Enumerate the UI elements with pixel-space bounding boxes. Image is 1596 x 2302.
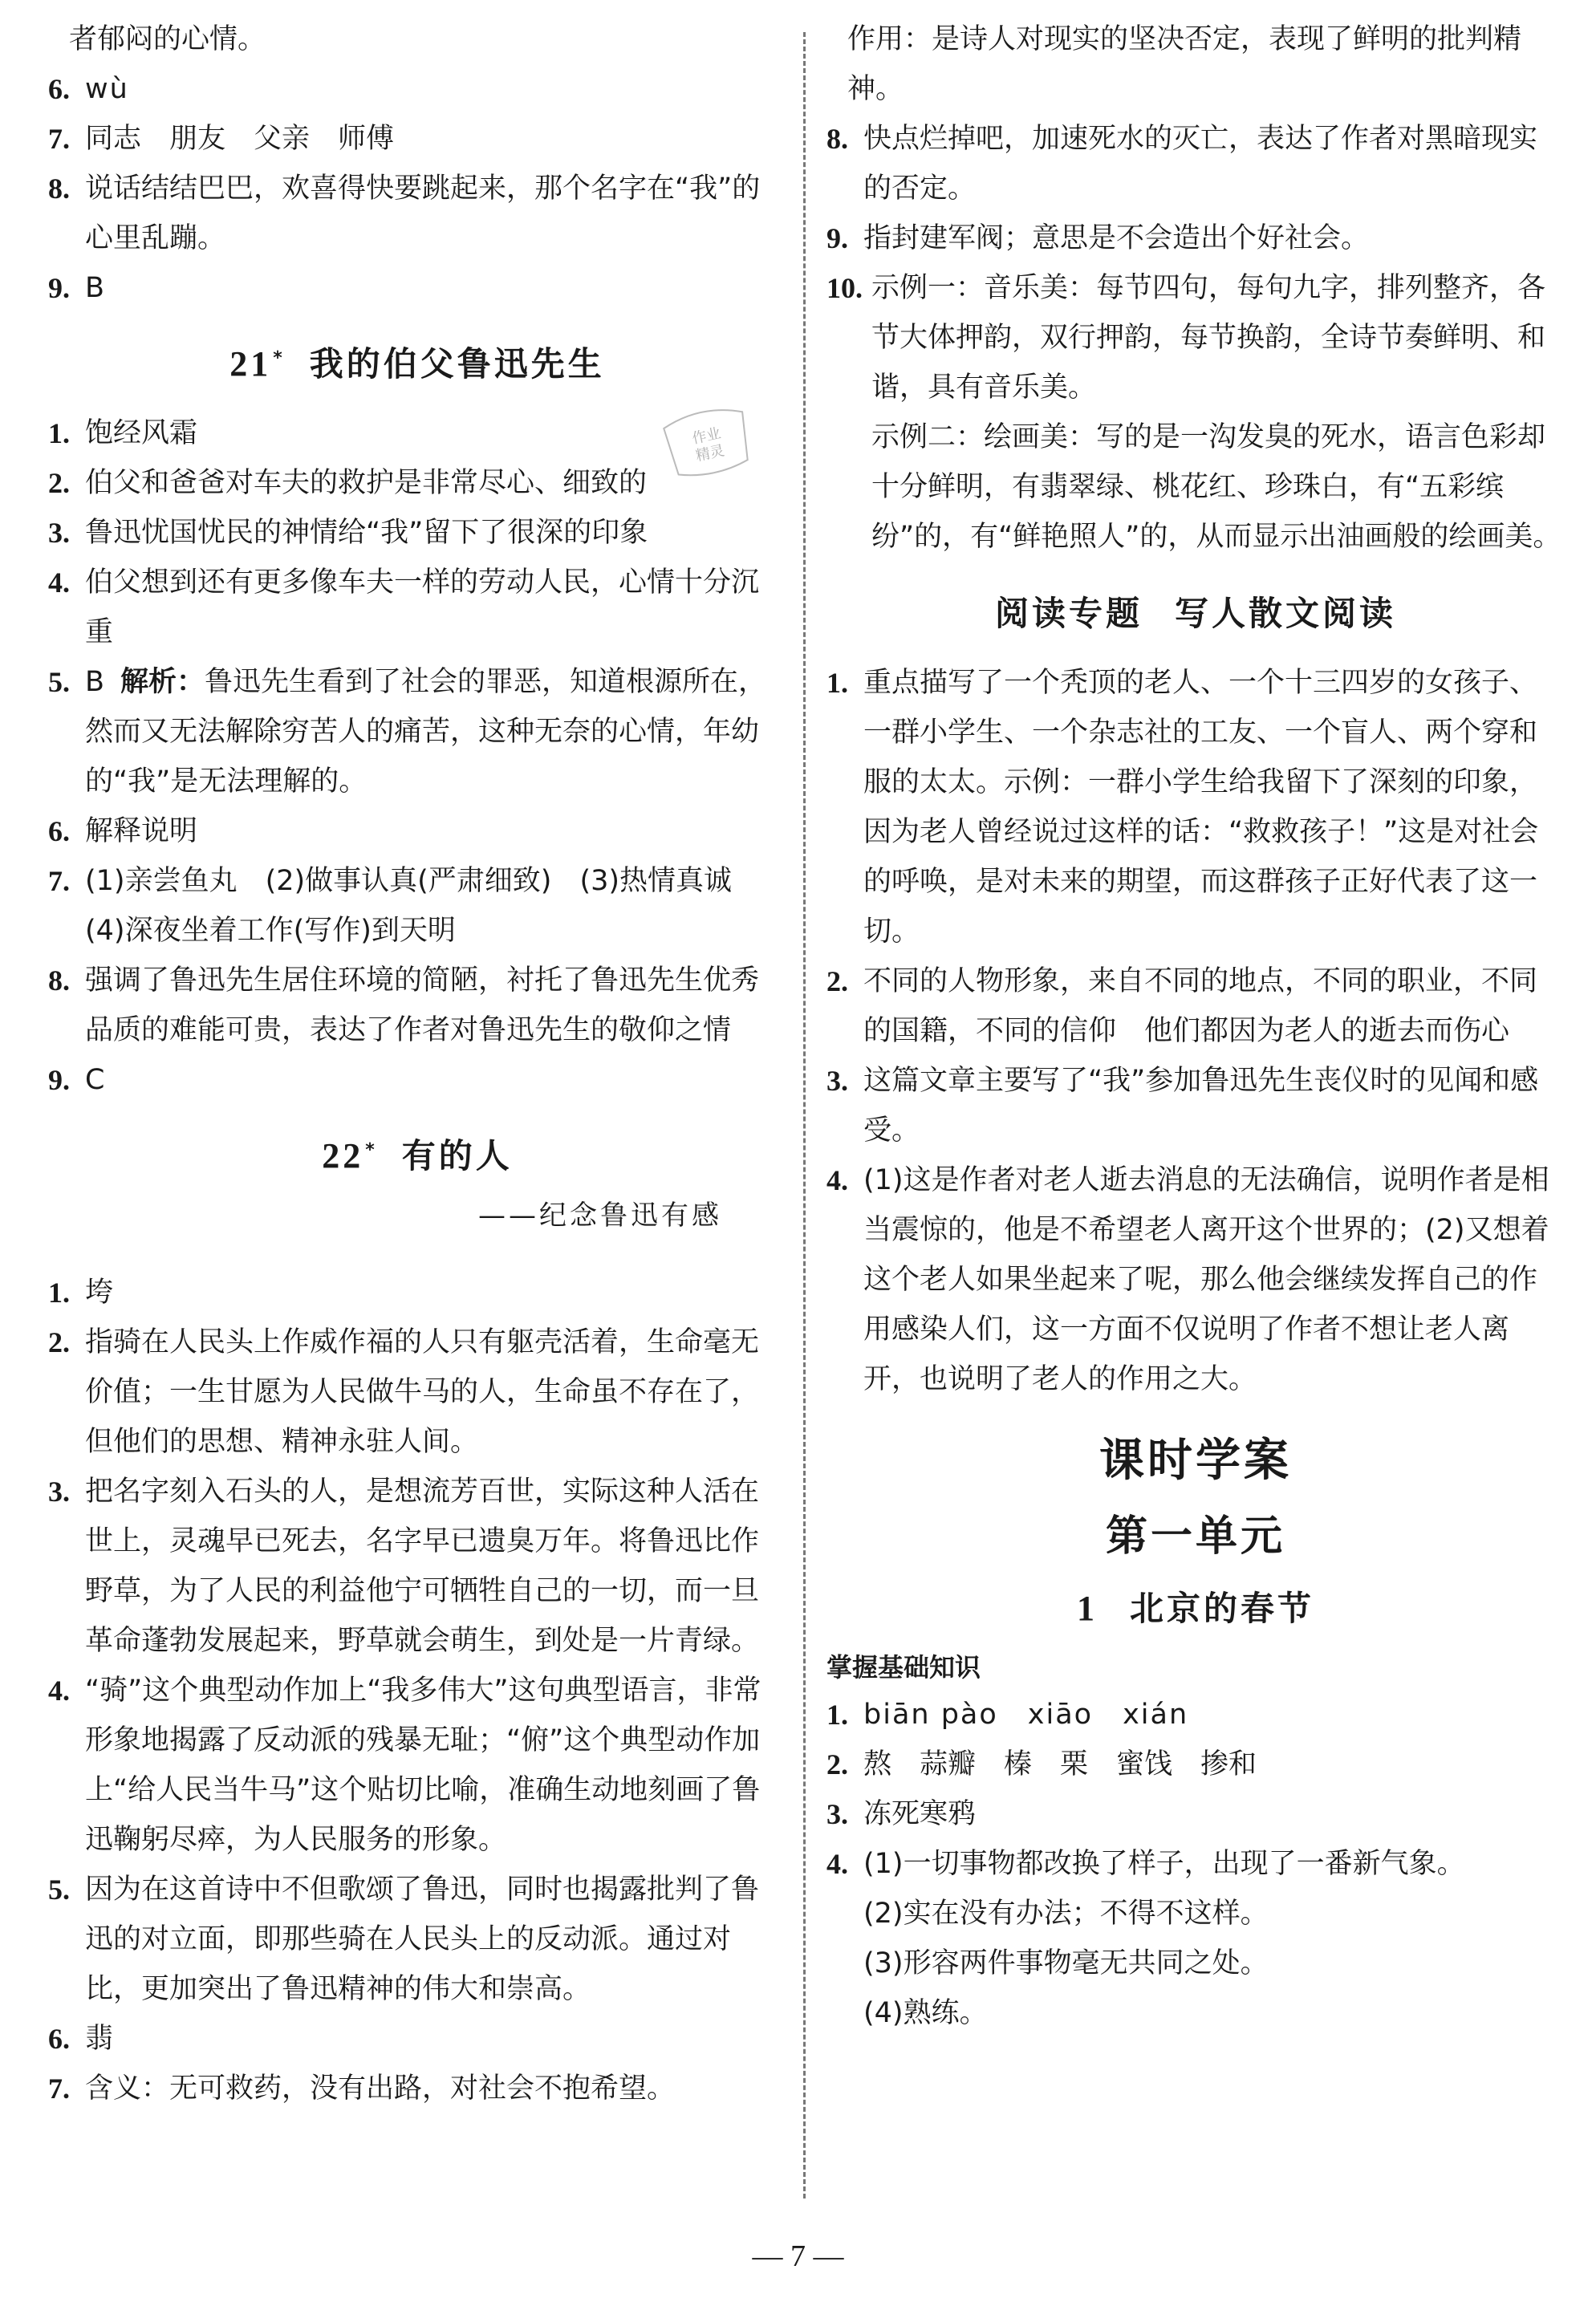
column-divider xyxy=(803,32,806,2198)
answer-item: 6. wù xyxy=(48,73,129,105)
answer-item: 9. 指封建军阀；意思是不会造出个好社会。 xyxy=(826,222,1370,254)
continued-text: 作用：是诗人对现实的坚决否定，表现了鲜明的批判精神。 xyxy=(847,23,1522,105)
answer-item: 3. 冻死寒鸦 xyxy=(826,1798,977,1830)
answer-item: 8. 强调了鲁迅先生居住环境的简陋，衬托了鲁迅先生优秀品质的难能可贵，表达了作者对鲁迅先生的敬仰之情 xyxy=(48,964,760,1046)
answer-item: 7. 同志 朋友 父亲 师傅 xyxy=(48,123,395,155)
answer-item: 7. 含义：无可救药，没有出路，对社会不抱希望。 xyxy=(48,2073,676,2105)
answer-item: 9. B xyxy=(48,272,105,304)
answer-subitem: (2)实在没有办法；不得不这样。 xyxy=(863,1898,1269,1930)
svg-text:作业: 作业 xyxy=(690,424,723,448)
answer-item: 7. (1)亲尝鱼丸 (2)做事认真(严肃细致) (3)热情真诚 (4)深夜坐着工作(写作)到天明 xyxy=(48,865,761,947)
section-main-title: 课时学案 xyxy=(1099,1435,1292,1487)
reading-topic-title: 阅读专题 写人散文阅读 xyxy=(994,594,1397,633)
answer-item: 3. 鲁迅忧国忧民的神情给“我”留下了很深的印象 xyxy=(48,517,648,549)
answer-item: 3. 把名字刻入石头的人，是想流芳百世，实际这种人活在世上，灵魂早已死去，名字早已遗臭万年。将鲁迅比作野草，为了人民的利益他宁可牺牲自己的一切，而一旦革命蓬勃发展起来，野草就会萌生，到处是一片青绿。 xyxy=(48,1476,760,1657)
answer-item: 1. 饱经风霜 xyxy=(48,417,198,449)
answer-item: 4. 伯父想到还有更多像车夫一样的劳动人民，心情十分沉重 xyxy=(48,566,760,648)
answer-item: 8. 快点烂掉吧，加速死水的灭亡，表达了作者对黑暗现实的否定。 xyxy=(826,123,1538,205)
continued-text: 者郁闷的心情。 xyxy=(69,23,266,55)
left-column xyxy=(48,14,786,2113)
lesson-22-title: 22* 有的人 xyxy=(322,1136,513,1175)
answer-item: 4. (1)这是作者对老人逝去消息的无法确信，说明作者是相当震惊的，他是不希望老人离开这个世界的；(2)又想着这个老人如果坐起来了呢，那么他会继续发挥自己的作用感染人们，这一方面不仅说明了作者不想让老人离开，也说明了老人的作用之大。 xyxy=(826,1164,1549,1395)
answer-subitem: (3)形容两件事物毫无共同之处。 xyxy=(863,1947,1269,1979)
answer-item: 1. 垮 xyxy=(48,1277,114,1309)
section-heading: 掌握基础知识 xyxy=(826,1652,981,1683)
answer-item: 9. C xyxy=(48,1064,105,1096)
answer-item: 3. 这篇文章主要写了“我”参加鲁迅先生丧仪时的见闻和感受。 xyxy=(826,1065,1539,1147)
lesson-1-title: 1 北京的春节 xyxy=(1076,1589,1314,1628)
answer-item: 6. 翡 xyxy=(48,2023,114,2055)
page-number: — 7 — xyxy=(752,2239,844,2273)
unit-title: 第一单元 xyxy=(1105,1512,1285,1561)
answer-item: 2. 熬 蒜瓣 榛 栗 蜜饯 掺和 xyxy=(826,1748,1257,1780)
analysis-label: 解析： xyxy=(120,666,205,698)
answer-item: 2. 指骑在人民头上作威作福的人只有躯壳活着，生命毫无价值；一生甘愿为人民做牛马的人，生命虽不存在了，但他们的思想、精神永驻人间。 xyxy=(48,1326,760,1458)
answer-example: 示例二：绘画美：写的是一沟发臭的死水，语言色彩却十分鲜明，有翡翠绿、桃花红、珍珠白，有“五彩缤纷”的，有“鲜艳照人”的，从而显示出油画般的绘画美。 xyxy=(871,421,1561,553)
answer-item: 5. 因为在这首诗中不但歌颂了鲁迅，同时也揭露批判了鲁迅的对立面，即那些骑在人民头上的反动派。通过对比，更加突出了鲁迅精神的伟大和崇高。 xyxy=(48,1874,760,2005)
right-column xyxy=(826,14,1565,2038)
answer-item: 2. 不同的人物形象，来自不同的地点，不同的职业，不同的国籍，不同的信仰 他们都因为老人的逝去而伤心 xyxy=(826,965,1538,1047)
answer-item: 10. 示例一：音乐美：每节四句，每句九字，排列整齐，各节大体押韵，双行押韵，每节换韵，全诗节奏鲜明、和谐，具有音乐美。 xyxy=(826,272,1546,404)
lesson-21-title: 21* 我的伯父鲁迅先生 xyxy=(229,344,605,384)
answer-item-with-analysis: 5. B 解析：鲁迅先生看到了社会的罪恶，知道根源所在，然而又无法解除穷苦人的痛苦，这种无奈的心情，年幼的“我”是无法理解的。 xyxy=(48,666,767,798)
answer-item: 1. 重点描写了一个秃顶的老人、一个十三四岁的女孩子、一群小学生、一个杂志社的工友、一个盲人、两个穿和服的太太。示例：一群小学生给我留下了深刻的印象，因为老人曾经说过这样的话：“救救孩子！”这是对社会的呼唤，是对未来的期望，而这群孩子正好代表了这一切。 xyxy=(826,667,1539,948)
answer-item: 2. 伯父和爸爸对车夫的救护是非常尽心、细致的 xyxy=(48,467,648,499)
answer-item: 6. 解释说明 xyxy=(48,815,198,847)
lesson-22-subtitle: ——纪念鲁迅有感 xyxy=(478,1200,722,1232)
answer-item: 4. “骑”这个典型动作加上“我多伟大”这句典型语言，非常形象地揭露了反动派的残暴无耻；“俯”这个典型动作加上“给人民当牛马”这个贴切比喻，准确生动地刻画了鲁迅鞠躬尽瘁，为人民服务的形象。 xyxy=(48,1675,761,1856)
svg-text:精灵: 精灵 xyxy=(694,442,726,465)
answer-item: 8. 说话结结巴巴，欢喜得快要跳起来，那个名字在“我”的心里乱蹦。 xyxy=(48,173,761,254)
answer-item: 4. (1)一切事物都改换了样子，出现了一番新气象。 xyxy=(826,1848,1465,1880)
answer-subitem: (4)熟练。 xyxy=(863,1997,988,2029)
answer-item: 1. biān pào xiāo xián xyxy=(826,1699,1189,1731)
